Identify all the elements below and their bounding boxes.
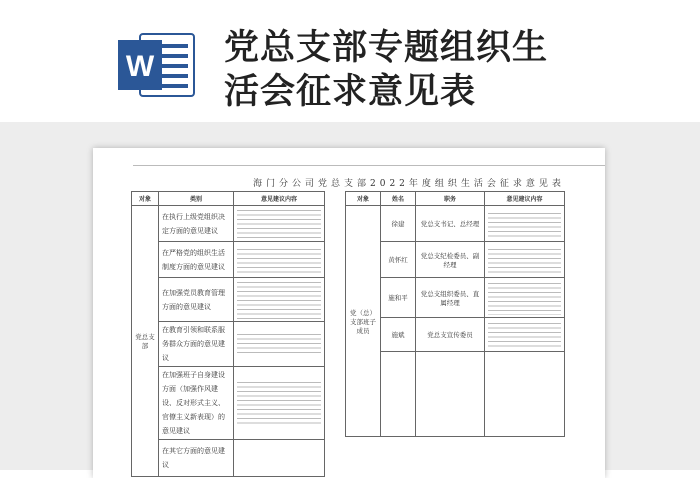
document-title: 海门分公司党总支部2022年度组织生活会征求意见表 <box>253 179 565 189</box>
document-preview <box>93 148 605 478</box>
right-table: 对象 姓名 职务 意见建议内容 党（总）支部班子成员 徐建 党总支书记、总经理 黄怀红 党总支纪检委员、副经理 施和平 党总支组织委员、直属经理 施斌 党总支宣传委员 <box>345 191 565 437</box>
word-icon <box>118 32 196 98</box>
left-table: 对象 类别 意见建议内容 党总支部 在执行上级党组织决定方面的意见建议 在严格党的组织生活制度方面的意见建议 在加强党员教育管理方面的意见建议 在教育引领和联系服务群众方面的意见建议 在加强班子自身建设方面（加强作风建设、反对形式主义、官僚主义新表现）的意见建议 在其它方面的意见建议 <box>131 191 325 477</box>
page-title: 党总支部专题组织生 活会征求意见表 <box>224 28 549 112</box>
svg-text:W: W <box>125 50 155 83</box>
object-cell: 党总支部 <box>132 206 159 477</box>
